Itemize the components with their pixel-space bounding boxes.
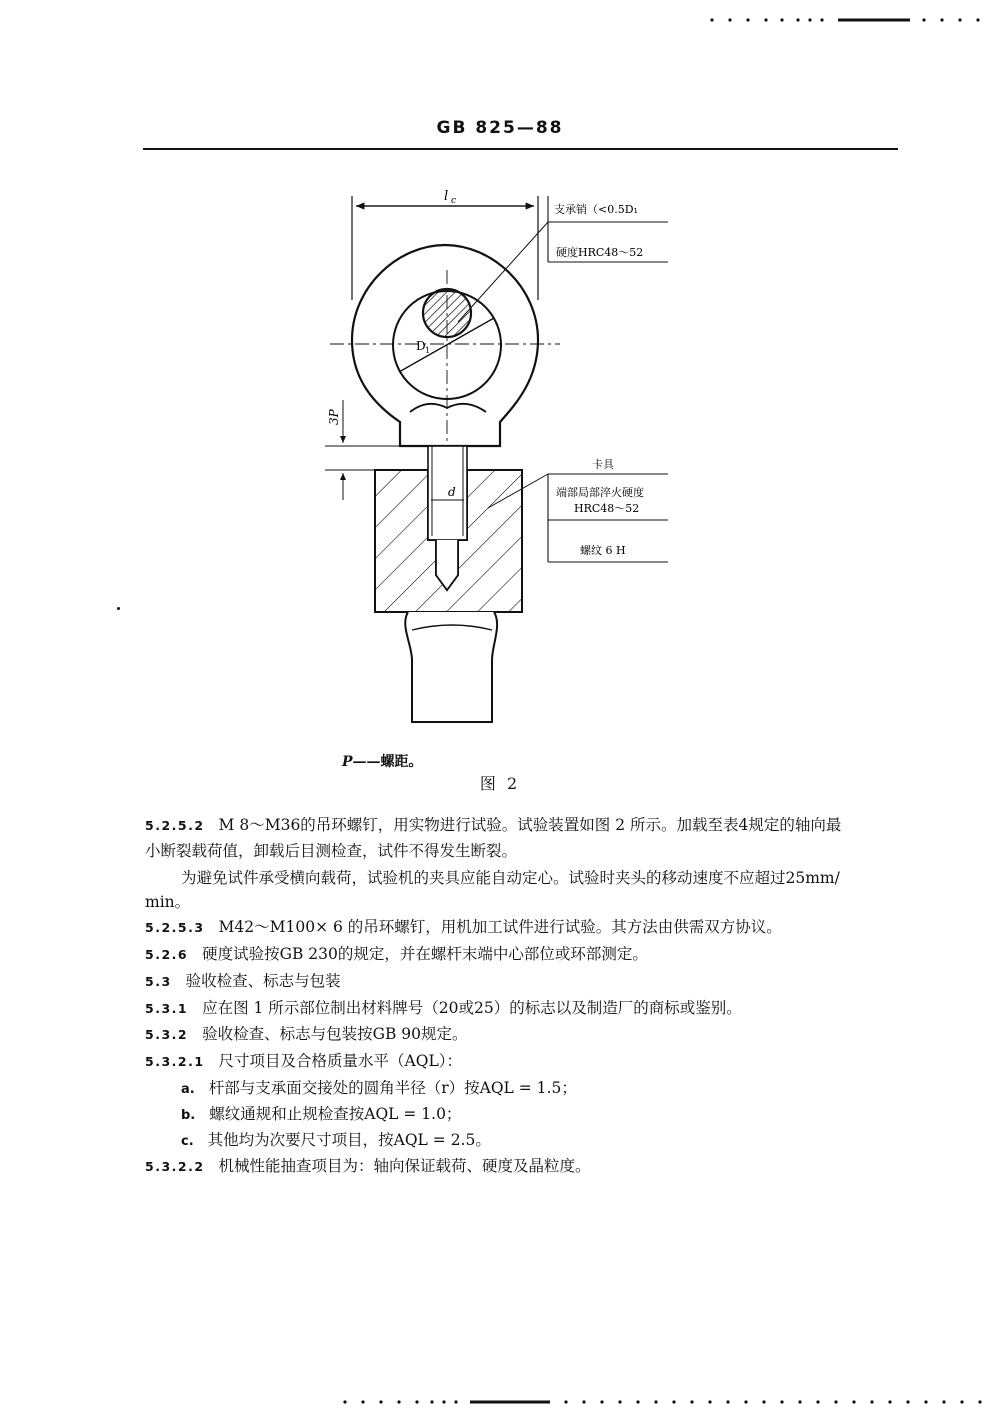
paragraph-text: 尺寸项目及合格质量水平（AQL）： <box>218 1052 462 1070</box>
document-header-code: GB 825—88 <box>436 118 564 138</box>
callout-thread-text: 螺纹 6 H <box>580 544 626 557</box>
paragraph-text: 机械性能抽查项目为：轴向保证载荷、硬度及晶粒度。 <box>218 1157 591 1175</box>
section-number: 5.3.2.2 <box>145 1159 205 1174</box>
section-number: 5.3 <box>145 974 172 989</box>
bottom-dotted-border <box>0 1396 1000 1408</box>
list-text: 螺纹通规和止规检查按AQL = 1.0； <box>209 1105 462 1123</box>
section-number: 5.3.2 <box>145 1027 189 1042</box>
paragraph-5-3-2 <box>145 1020 468 1049</box>
paragraph-5-2-5-2 <box>145 811 841 840</box>
top-dotted-border <box>0 14 1000 26</box>
callout-support-pin <box>548 196 668 262</box>
label-lc: l <box>444 189 449 204</box>
callout-quench-line2: HRC48～52 <box>574 502 640 515</box>
paragraph-text: M 8～M36的吊环螺钉，用实物进行试验。试验装置如图 2 所示。加载至表4规定的轴向最 <box>218 816 842 834</box>
figure-note-symbol: P <box>342 754 353 770</box>
label-d: d <box>448 485 456 499</box>
paragraph-5-3-1 <box>145 994 742 1023</box>
paragraph-5-2-6 <box>145 940 648 969</box>
label-D1-subscript: 1 <box>425 346 431 355</box>
paragraph-5-3-2-2 <box>145 1152 591 1181</box>
section-number: 5.2.5.3 <box>145 920 205 935</box>
figure-note <box>342 751 423 771</box>
section-number: 5.2.6 <box>145 947 189 962</box>
paragraph-fixture-note-cont: min。 <box>145 893 191 911</box>
list-label: c. <box>181 1134 194 1149</box>
paragraph-text: 硬度试验按GB 230的规定，并在螺杆末端中心部位或环部测定。 <box>202 945 648 963</box>
list-label: a. <box>181 1082 195 1097</box>
heading-5-3 <box>145 967 341 996</box>
label-lc-subscript: c <box>451 196 457 206</box>
list-text: 其他均为次要尺寸项目，按AQL = 2.5。 <box>207 1131 491 1149</box>
figure-2-eye-bolt-test-diagram <box>0 170 1000 740</box>
callout-fixture-text: 卡具 <box>592 458 614 471</box>
label-D1: D <box>416 339 426 353</box>
figure-note-text: ——螺距。 <box>352 754 423 770</box>
section-number: 5.3.1 <box>145 1001 189 1016</box>
callout-pin-text: 支承销（<0.5D₁ <box>554 203 638 216</box>
section-number: 5.3.2.1 <box>145 1054 205 1069</box>
section-number: 5.2.5.2 <box>145 818 205 833</box>
label-3P: 3P <box>327 409 341 425</box>
figure-caption: 图 2 <box>479 774 521 793</box>
callout-quench-line1: 端部局部淬火硬度 <box>556 486 644 499</box>
callout-hardness-pin-text: 硬度HRC48～52 <box>556 246 644 259</box>
list-label: b. <box>181 1108 196 1123</box>
list-text: 杆部与支承面交接处的圆角半径（r）按AQL = 1.5； <box>208 1079 577 1097</box>
heading-text: 验收检查、标志与包装 <box>185 972 341 990</box>
paragraph-5-3-2-1 <box>145 1047 462 1076</box>
paragraph-fixture-note: 为避免试件承受横向载荷，试验机的夹具应能自动定心。试验时夹头的移动速度不应超过25mm/ <box>181 869 840 887</box>
paragraph-5-2-5-3 <box>145 913 782 942</box>
header-rule <box>143 148 898 150</box>
scan-speck <box>117 607 120 610</box>
paragraph-5-2-5-2-cont: 小断裂载荷值，卸载后目测检查，试件不得发生断裂。 <box>145 842 518 860</box>
paragraph-text: M42～M100× 6 的吊环螺钉，用机加工试件进行试验。其方法由供需双方协议。 <box>218 918 782 936</box>
paragraph-text: 应在图 1 所示部位制出材料牌号（20或25）的标志以及制造厂的商标或鉴别。 <box>202 999 742 1017</box>
paragraph-text: 验收检查、标志与包装按GB 90规定。 <box>202 1025 468 1043</box>
